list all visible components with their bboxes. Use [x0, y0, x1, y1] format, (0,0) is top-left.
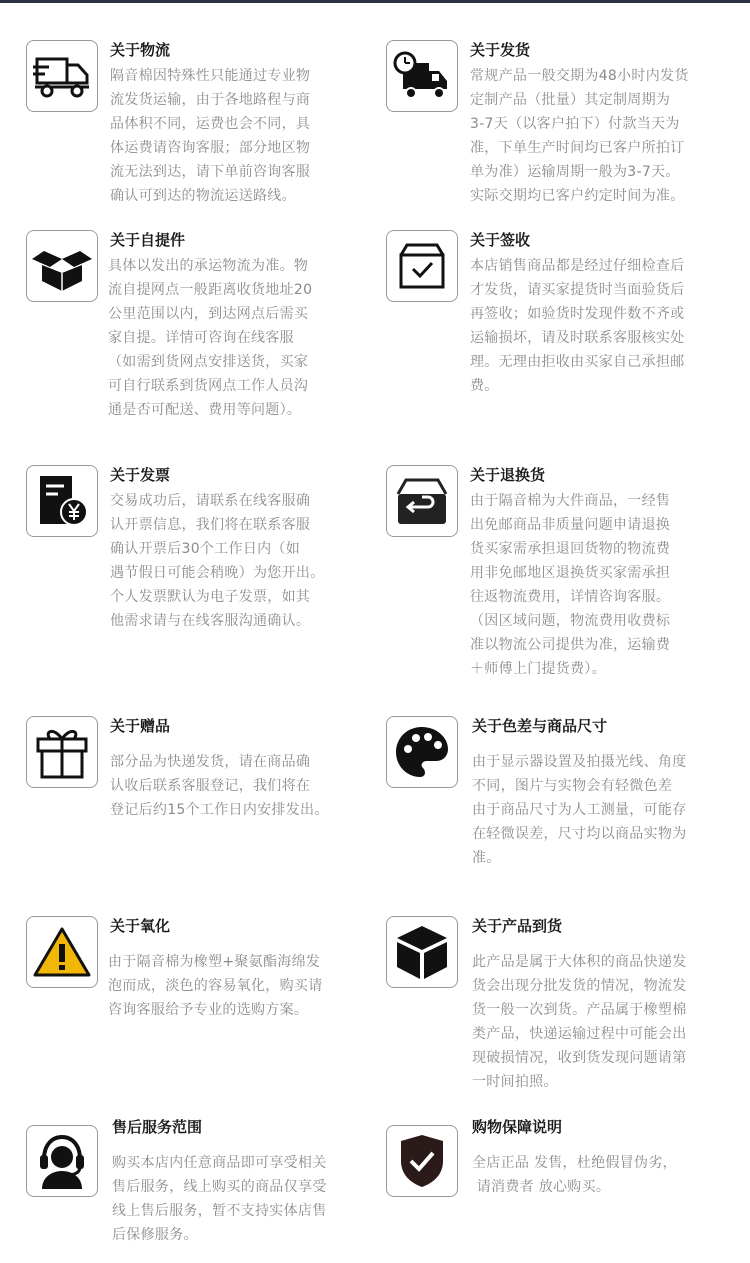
section-shipping: [386, 40, 736, 210]
section-title: 关于签收: [470, 231, 531, 249]
section-title: 售后服务范围: [112, 1118, 203, 1136]
section-text: 常规产品一般交期为48小时内发货 定制产品（批量）其定制周期为 3-7天（以客户拍下）付款当天为 准，下单生产时间均已客户所拍订 单为准）运输周期一般为3-7天。 实际交期均已客户约定时间为准。: [470, 68, 689, 204]
section-invoice: [26, 465, 366, 635]
section-text: 由于显示器设置及拍摄光线、角度 不同，图片与实物会有轻微色差 由于商品尺寸为人工测量，可能存 在轻微误差，尺寸均以商品实物为 准。: [472, 754, 687, 866]
section-title: 关于退换货: [470, 466, 546, 484]
shield-check-icon: [386, 1125, 458, 1197]
section-self-pickup: [26, 230, 366, 430]
section-oxidation: [26, 916, 366, 1026]
clock-truck-icon: [386, 40, 458, 112]
palette-icon: [386, 716, 458, 788]
section-text: 由于隔音棉为大件商品，一经售 出免邮商品非质量问题申请退换 货买家需承担退回货物的物流费 用非免邮地区退换货买家需承担 往返物流费用，详情咨询客服。 （因区域问题，物流费用收费标 准以物流公司提供为准，运输费 ＋师傅上门提货费）。: [470, 493, 671, 677]
section-title: 关于物流: [110, 41, 171, 59]
section-text: 此产品是属于大体积的商品快递发 货会出现分批发货的情况，物流发 货一般一次到货。产品属于橡塑棉 类产品，快递运输过程中可能会出 现破损情况，收到货发现问题请第 一时间拍照。: [472, 954, 687, 1090]
section-text: 部分品为快递发货，请在商品确 认收后联系客服登记，我们将在 登记后约15个工作日内安排发出。: [110, 754, 329, 818]
gift-icon: [26, 716, 98, 788]
section-color-size: [386, 716, 736, 866]
section-text: 隔音棉因特殊性只能通过专业物 流发货运输，由于各地路程与商 品体积不同，运费也会不同，具 体运费请咨询客服；部分地区物 流无法到达，请下单前咨询客服 确认可到达的物流运送路线。: [110, 68, 311, 204]
top-bar: [0, 0, 750, 3]
invoice-yen-icon: [26, 465, 98, 537]
section-title: 关于氧化: [110, 917, 171, 935]
section-text: 本店销售商品都是经过仔细检查后 才发货，请买家提货时当面验货后 再签收；如验货时发现件数不齐或 运输损坏，请及时联系客服核实处 理。无理由拒收由买家自己承担邮 费。: [470, 258, 685, 394]
section-after-sales: [26, 1117, 371, 1252]
warning-icon: [26, 916, 98, 988]
section-title: 购物保障说明: [472, 1118, 563, 1136]
section-returns: [386, 465, 736, 680]
section-text: 由于隔音棉为橡塑+聚氨酯海绵发 泡而成，淡色的容易氧化，购买请 咨询客服给予专业的选购方案。: [108, 954, 323, 1018]
section-text: 具体以发出的承运物流为准。物 流自提网点一般距离收货地址20 公里范围以内，到达网点后需买 家自提。详情可咨询在线客服 （如需到货网点安排送货，买家 可自行联系到货网点工作人员沟 通是否可配送、费用等问题）。: [108, 258, 313, 418]
check-box-icon: [386, 230, 458, 302]
headset-agent-icon: [26, 1125, 98, 1197]
return-box-icon: [386, 465, 458, 537]
section-title: 关于自提件: [110, 231, 186, 249]
section-arrival: [386, 916, 736, 1096]
delivery-truck-icon: [26, 40, 98, 112]
section-sign-for: [386, 230, 736, 410]
section-title: 关于色差与商品尺寸: [472, 717, 608, 735]
section-title: 关于赠品: [110, 717, 171, 735]
open-box-icon: [26, 230, 98, 302]
cube-icon: [386, 916, 458, 988]
section-gifts: [26, 716, 366, 826]
section-title: 关于产品到货: [472, 917, 563, 935]
section-shopping-guarantee: [386, 1117, 736, 1217]
section-text: 全店正品 发售，杜绝假冒伪劣， 请消费者 放心购买。: [472, 1155, 677, 1195]
section-text: 购买本店内任意商品即可享受相关 售后服务，线上购买的商品仅享受 线上售后服务，暂不支持实体店售 后保修服务。: [112, 1155, 327, 1243]
section-logistics: [26, 40, 366, 210]
section-text: 交易成功后，请联系在线客服确 认开票信息，我们将在联系客服 确认开票后30个工作日内（如 遇节假日可能会稍晚）为您开出。 个人发票默认为电子发票，如其 他需求请与在线客服沟通确认。: [110, 493, 325, 629]
section-title: 关于发货: [470, 41, 531, 59]
section-title: 关于发票: [110, 466, 171, 484]
